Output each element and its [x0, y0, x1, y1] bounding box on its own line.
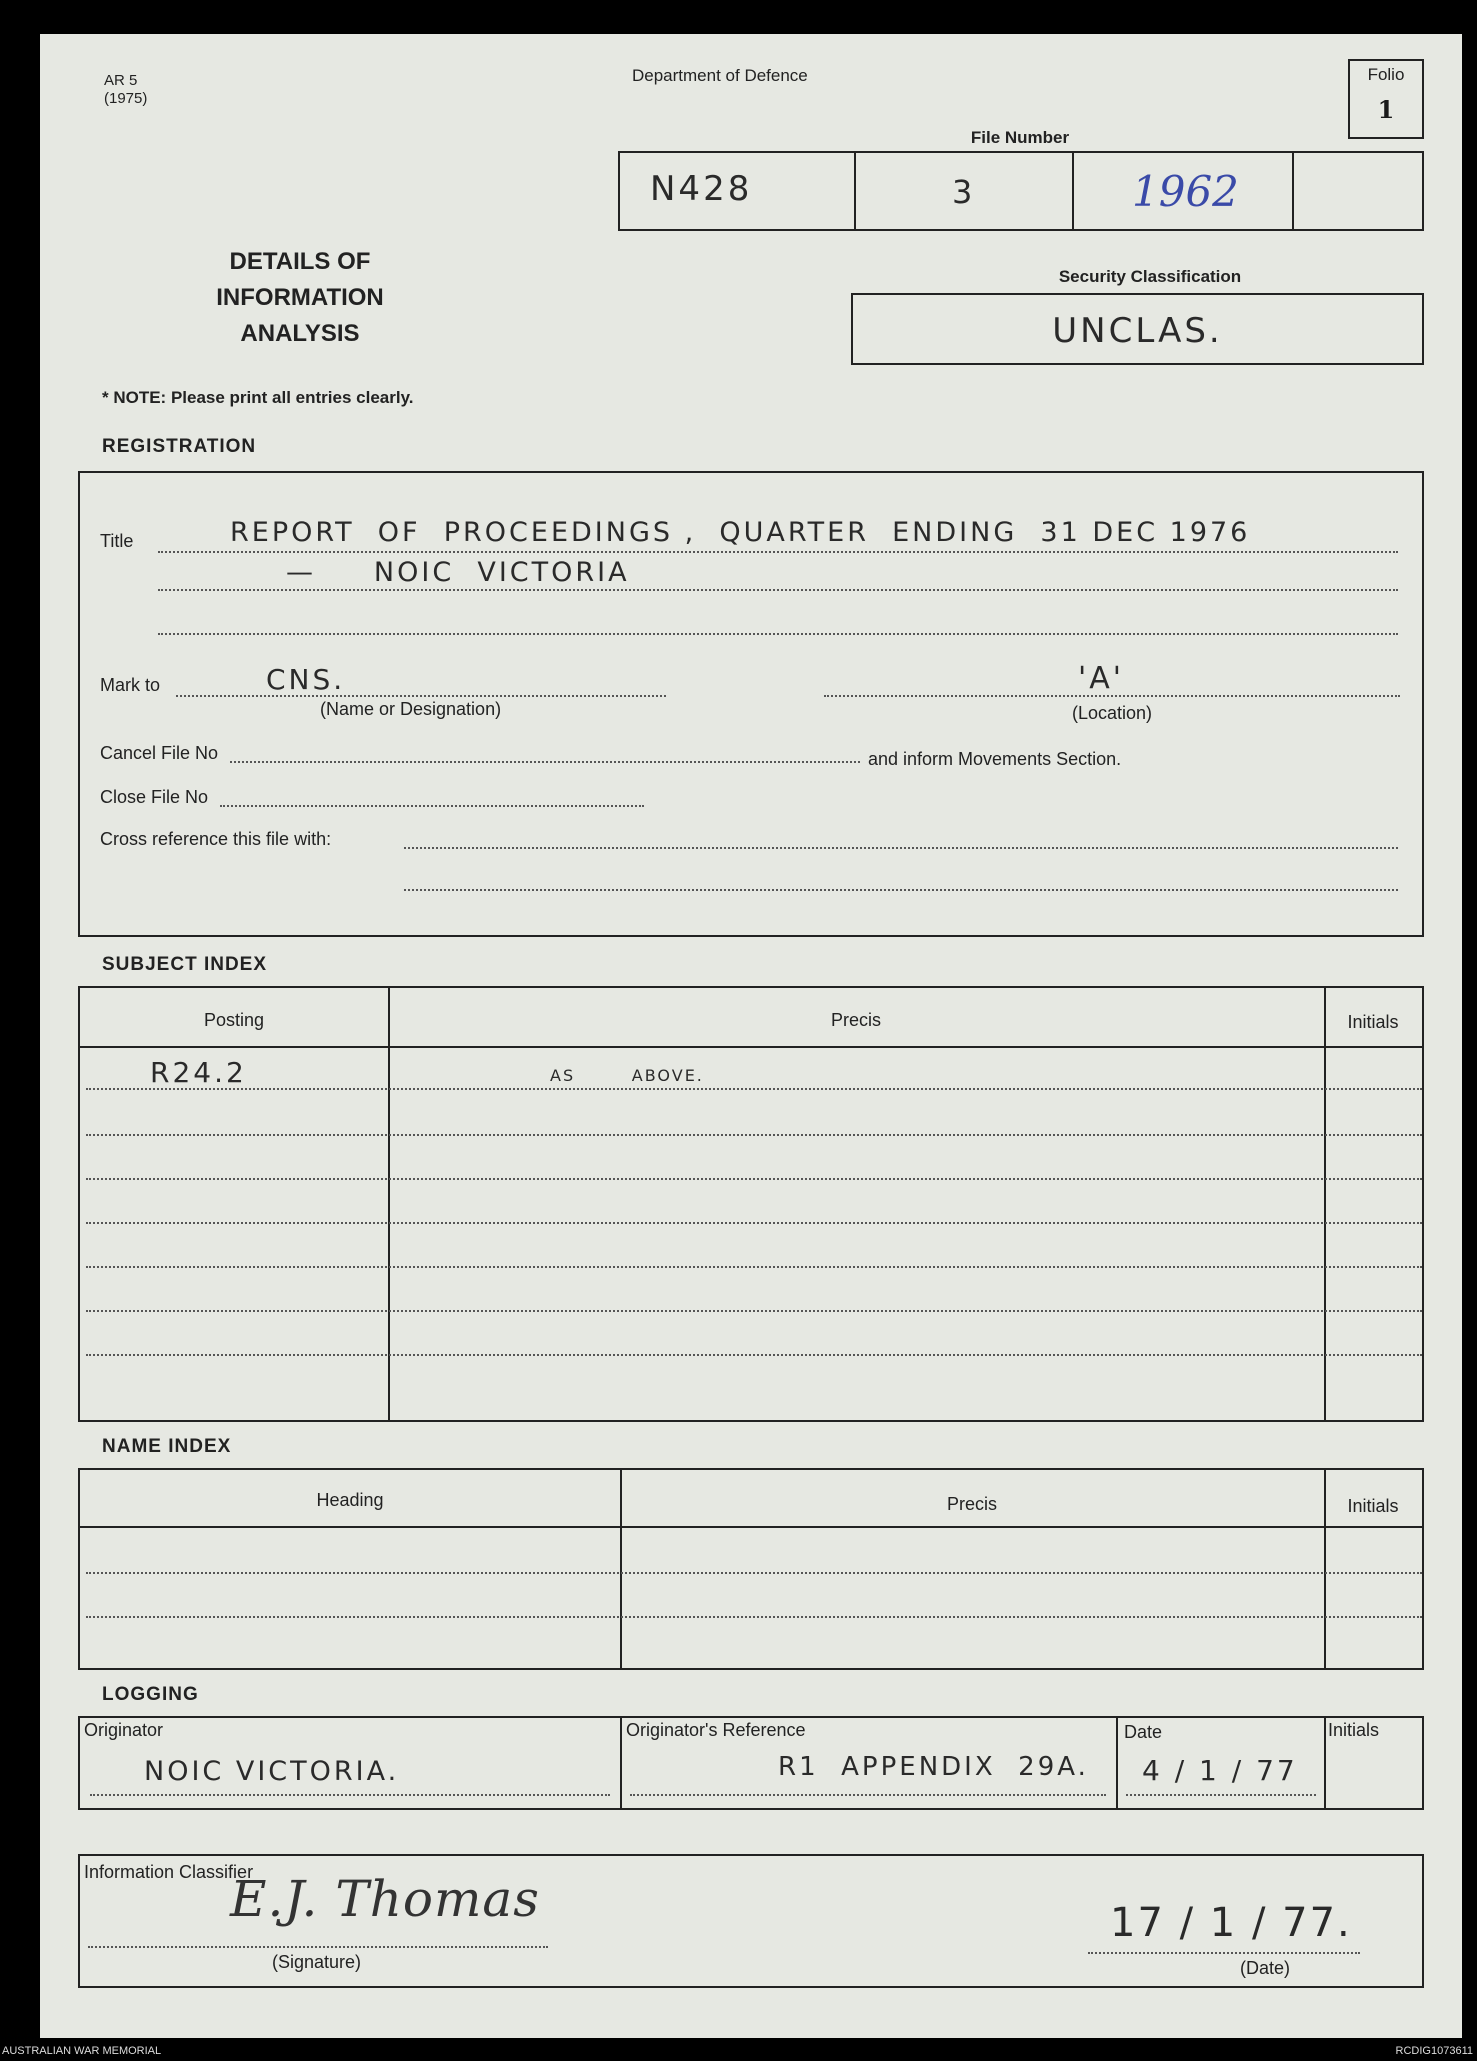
folio-value: 1: [1377, 95, 1395, 124]
folio-label: Folio: [1367, 65, 1405, 84]
registration-box: [78, 471, 1424, 937]
signature-caption: (Signature): [272, 1952, 362, 1972]
classifier-date-value: 17 / 1 / 77.: [1110, 1900, 1352, 1946]
date-caption: (Date): [1240, 1958, 1291, 1978]
footer-left: AUSTRALIAN WAR MEMORIAL: [2, 2045, 162, 2057]
name-index-heading: NAME INDEX: [102, 1436, 232, 1457]
date-label: Date: [1124, 1722, 1163, 1742]
file-number-part-3: 1962: [1132, 167, 1239, 216]
footer-right: RCDIG1073611: [1395, 2045, 1473, 2057]
subject-col-precis: Precis: [830, 1010, 881, 1030]
cancel-file-suffix: and inform Movements Section.: [868, 749, 1122, 769]
logging-table: [78, 1716, 1424, 1810]
logging-heading: LOGGING: [102, 1684, 199, 1705]
form-code-text: AR 5: [104, 72, 138, 89]
subject-col-posting: Posting: [203, 1010, 265, 1030]
classifier-box: [78, 1854, 1424, 1988]
security-value: UNCLAS.: [1052, 311, 1223, 351]
name-caption: (Name or Designation): [320, 699, 502, 719]
mark-to-label: Mark to: [100, 675, 161, 695]
location-caption: (Location): [1072, 703, 1153, 723]
file-number-part-1: N428: [650, 169, 753, 209]
logging-date-value: 4 / 1 / 77: [1142, 1754, 1298, 1787]
location-value: 'A': [1078, 661, 1125, 696]
originator-value: NOIC VICTORIA.: [144, 1756, 400, 1787]
security-box: [851, 293, 1424, 365]
subject-row-posting: R24.2: [150, 1056, 247, 1089]
subject-index-table: [78, 986, 1424, 1422]
reference-value: R1 APPENDIX 29A.: [778, 1752, 1089, 1782]
folio-box: [1348, 59, 1424, 139]
form-year: (1975): [104, 90, 148, 107]
subject-col-initials: Initials: [1347, 1012, 1399, 1032]
name-col-precis: Precis: [946, 1494, 997, 1514]
form-title-line1: DETAILS OF INFORMATION: [216, 248, 384, 311]
file-number-label: File Number: [970, 128, 1070, 147]
reference-label: Originator's Reference: [626, 1720, 806, 1740]
cancel-file-label: Cancel File No: [100, 743, 219, 763]
subject-index-heading: SUBJECT INDEX: [102, 954, 268, 975]
title-label: Title: [100, 531, 134, 551]
title-line-1: REPORT OF PROCEEDINGS , QUARTER ENDING 31 DEC 1976: [230, 517, 1251, 548]
cross-reference-label: Cross reference this file with:: [100, 829, 332, 849]
form-code: [104, 72, 147, 108]
originator-label: Originator: [84, 1720, 164, 1740]
initials-label: Initials: [1328, 1720, 1380, 1740]
form-title: [160, 244, 440, 352]
security-label: Security Classification: [1058, 267, 1242, 286]
classifier-label: Information Classifier: [84, 1862, 254, 1882]
department-label: Department of Defence: [632, 66, 808, 85]
form-title-line2: ANALYSIS: [240, 320, 360, 347]
title-line-2: — NOIC VICTORIA: [286, 557, 630, 588]
name-col-heading: Heading: [316, 1490, 384, 1510]
registration-heading: REGISTRATION: [102, 436, 257, 457]
form-page: [40, 34, 1462, 2038]
close-file-label: Close File No: [100, 787, 209, 807]
subject-row-precis: AS ABOVE.: [550, 1066, 704, 1085]
file-number-part-2: 3: [952, 173, 976, 211]
name-index-table: [78, 1468, 1424, 1670]
print-note: * NOTE: Please print all entries clearly.: [102, 388, 414, 407]
file-number-boxes: [618, 151, 1424, 231]
classifier-signature: E.J. Thomas: [230, 1870, 540, 1928]
mark-to-value: CNS.: [266, 663, 346, 696]
name-col-initials: Initials: [1347, 1496, 1399, 1516]
